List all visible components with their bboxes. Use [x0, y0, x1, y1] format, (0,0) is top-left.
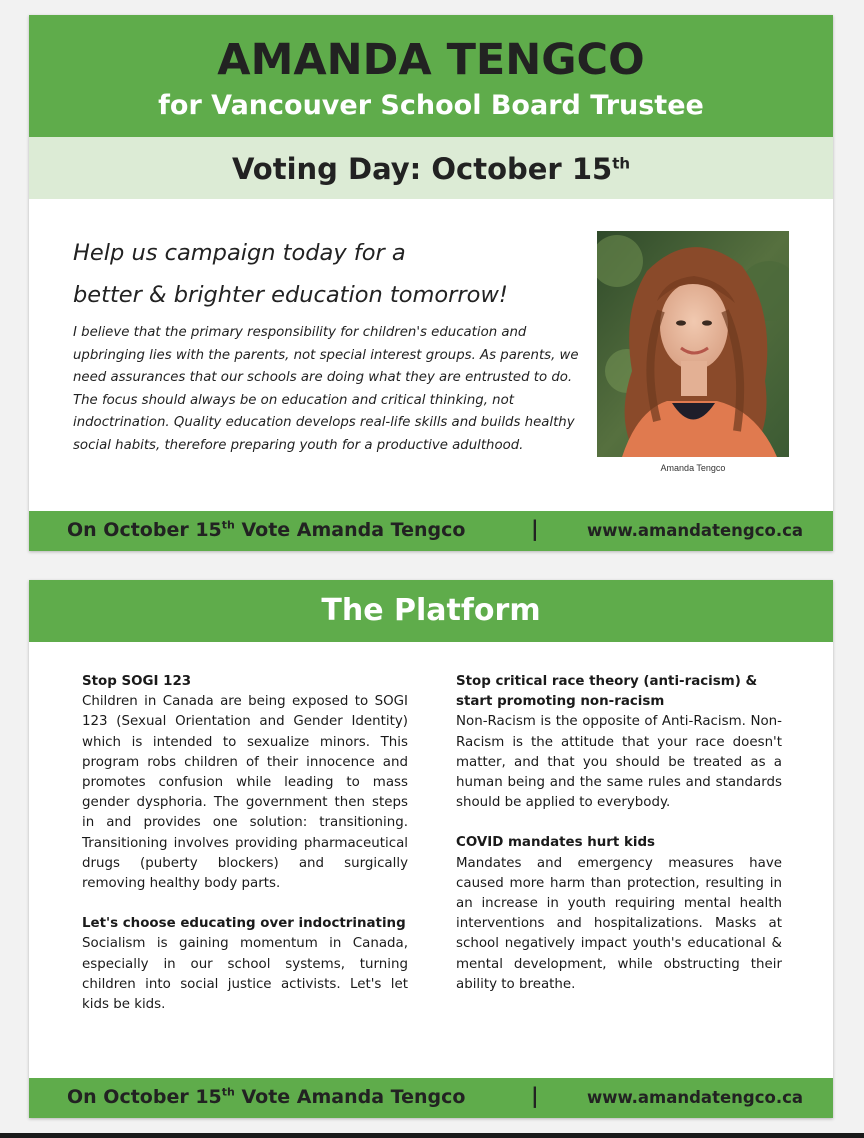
candidate-photo — [597, 231, 789, 457]
voting-day — [29, 152, 833, 186]
footer-vote-prefix: On October 15 — [67, 519, 222, 541]
platform-item — [456, 833, 782, 995]
website-link[interactable]: www.amandatengco.ca — [586, 521, 803, 540]
campaign-card — [29, 15, 833, 551]
footer-separator: | — [531, 1084, 539, 1108]
frame-border — [0, 1133, 864, 1138]
platform-left-column — [82, 672, 408, 1035]
footer-vote-prefix: On October 15 — [67, 1086, 222, 1108]
footer-separator: | — [531, 517, 539, 541]
platform-item-title: Let's choose educating over indoctrinating — [82, 916, 406, 932]
headline-line-1: Help us campaign today for a — [73, 240, 406, 266]
candidate-name: AMANDA TENGCO — [217, 35, 645, 85]
intro-statement: I believe that the primary responsibility for children's education and upbringing lies with the parents, not special interest groups. As parents, we need assurances that our schools are doing what they are entrusted to do. The focus should always be on education and critical thinking, not indoctrination. Quality education develops real-life skills and builds healthy social habits, therefore preparing youth for a productive adulthood. — [73, 325, 579, 453]
footer-vote-text — [67, 1086, 465, 1108]
platform-item — [456, 672, 782, 813]
platform-title: The Platform — [321, 593, 541, 628]
platform-item-body: Children in Canada are being exposed to SOGI 123 (Sexual Orientation and Gender Identity) which is intended to sexualize minors. This program robs children of their innocence and promotes confusion while leading to mass gender dysphoria. The government then steps in and provides one solution: transitioning. Transitioning involves providing pharmaceutical drugs (puberty blockers) and surgically removing healthy body parts. — [82, 694, 408, 892]
campaign-headline — [73, 232, 593, 316]
platform-item-title: COVID mandates hurt kids — [456, 835, 656, 851]
footer-vote-rest: Vote Amanda Tengco — [234, 519, 466, 541]
footer-vote-text — [67, 519, 465, 541]
platform-item — [82, 672, 408, 894]
platform-item-body: Non-Racism is the opposite of Anti-Racism. Non-Racism is the attitude that your race doesn't matter, and that you should be treated as a human being and the same rules and standards should be applied to everybody. — [456, 714, 782, 811]
platform-card — [29, 580, 833, 1118]
voting-day-suffix: th — [612, 154, 631, 173]
platform-item-title: Stop SOGI 123 — [82, 674, 192, 689]
voting-day-label: Voting Day: October 15 — [231, 152, 613, 186]
website-link[interactable]: www.amandatengco.ca — [586, 1088, 803, 1107]
platform-item-body: Socialism is gaining momentum in Canada, especially in our school systems, turning children into social justice activists. Let's let kids be kids. — [82, 936, 408, 1013]
footer-vote-rest: Vote Amanda Tengco — [234, 1086, 466, 1108]
footer-band — [29, 1078, 833, 1118]
platform-right-column — [456, 672, 782, 1015]
platform-item-title: Stop critical race theory (anti-racism) & start promoting non-racism — [456, 674, 758, 710]
footer-vote-sup: th — [221, 518, 235, 532]
platform-item-body: Mandates and emergency measures have caused more harm than protection, resulting in an increase in youth requiring mental health interventions and hospitalizations. Masks at school negatively impact youth's educational & mental development, while obstructing their ability to breathe. — [456, 855, 782, 992]
footer-band — [29, 511, 833, 551]
footer-vote-sup: th — [221, 1085, 235, 1099]
photo-caption: Amanda Tengco — [660, 463, 726, 473]
candidate-role: for Vancouver School Board Trustee — [158, 90, 704, 121]
platform-item — [82, 914, 408, 1015]
headline-line-2: better & brighter education tomorrow! — [73, 282, 508, 308]
